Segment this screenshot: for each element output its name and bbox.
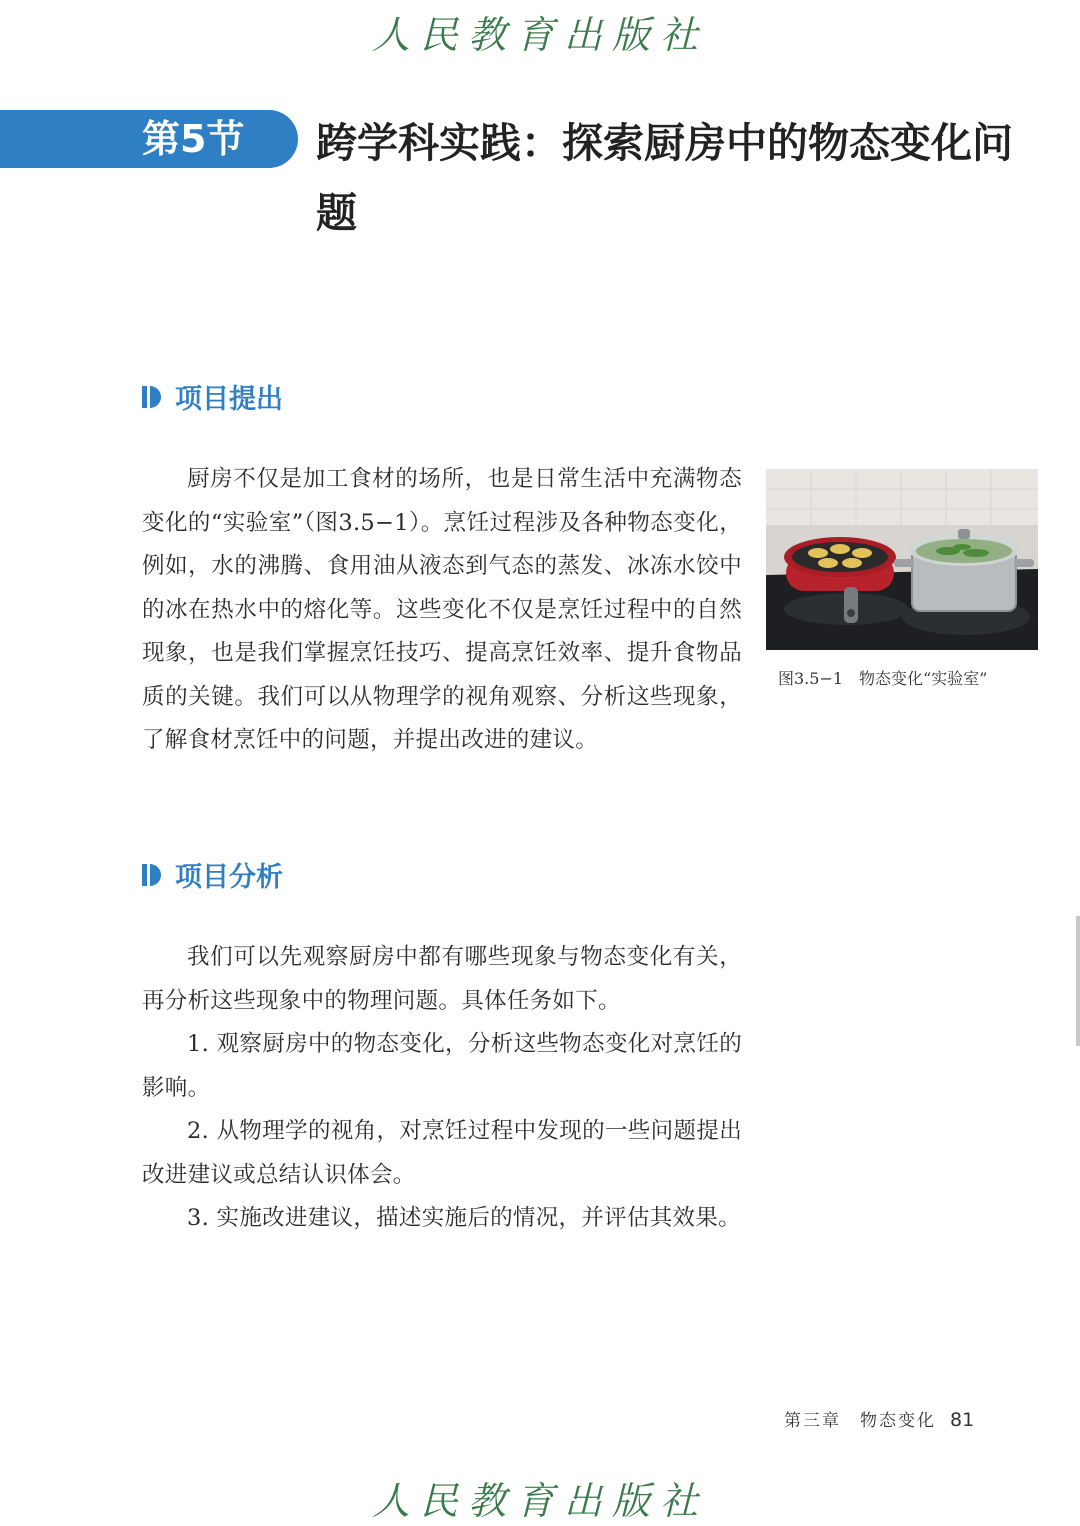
project-analysis-body (142, 936, 742, 1241)
publisher-watermark-top: 人民教育出版社 (371, 13, 708, 57)
figure-kitchen-stove-photo (766, 469, 1038, 650)
page-number: 81 (950, 1409, 975, 1431)
figure-caption: 图3.5−1 物态变化“实验室” (778, 669, 988, 688)
heading-project-analysis (142, 855, 283, 894)
heading-project-intro (142, 377, 283, 416)
section-number-tab: 第5节 (0, 110, 298, 168)
publisher-watermark-bottom: 人民教育出版社 (371, 1479, 708, 1523)
task-item: 3. 实施改进建议，描述实施后的情况，并评估其效果。 (187, 1205, 741, 1231)
project-analysis-intro: 我们可以先观察厨房中都有哪些现象与物态变化有关，再分析这些现象中的物理问题。具体任务如下。 (142, 944, 742, 1014)
task-item: 2. 从物理学的视角，对烹饪过程中发现的一些问题提出改进建议或总结认识体会。 (142, 1118, 742, 1188)
footer-chapter: 第三章 物态变化 (784, 1411, 936, 1431)
page-edge-shadow (1076, 916, 1080, 1046)
heading-project-analysis-text: 项目分析 (175, 862, 283, 893)
project-intro-text: 厨房不仅是加工食材的场所，也是日常生活中充满物态变化的“实验室”（图3.5−1）。烹饪过程涉及各种物态变化，例如，水的沸腾、食用油从液态到气态的蒸发、冰冻水饺中的冰在热水中的熔化等。这些变化不仅是烹饪过程中的自然现象，也是我们掌握烹饪技巧、提高烹饪效率、提升食物品质的关键。我们可以从物理学的视角观察、分析这些现象，了解食材烹饪中的问题，并提出改进的建议。 (142, 466, 742, 753)
page-footer (784, 1406, 974, 1431)
heading-marker-icon (142, 864, 161, 886)
task-item: 1. 观察厨房中的物态变化，分析这些物态变化对烹饪的影响。 (142, 1031, 742, 1101)
heading-marker-icon (142, 386, 161, 408)
project-intro-paragraph (142, 458, 742, 763)
heading-project-intro-text: 项目提出 (175, 384, 283, 415)
section-title: 跨学科实践：探索厨房中的物态变化问题 (316, 119, 1013, 237)
